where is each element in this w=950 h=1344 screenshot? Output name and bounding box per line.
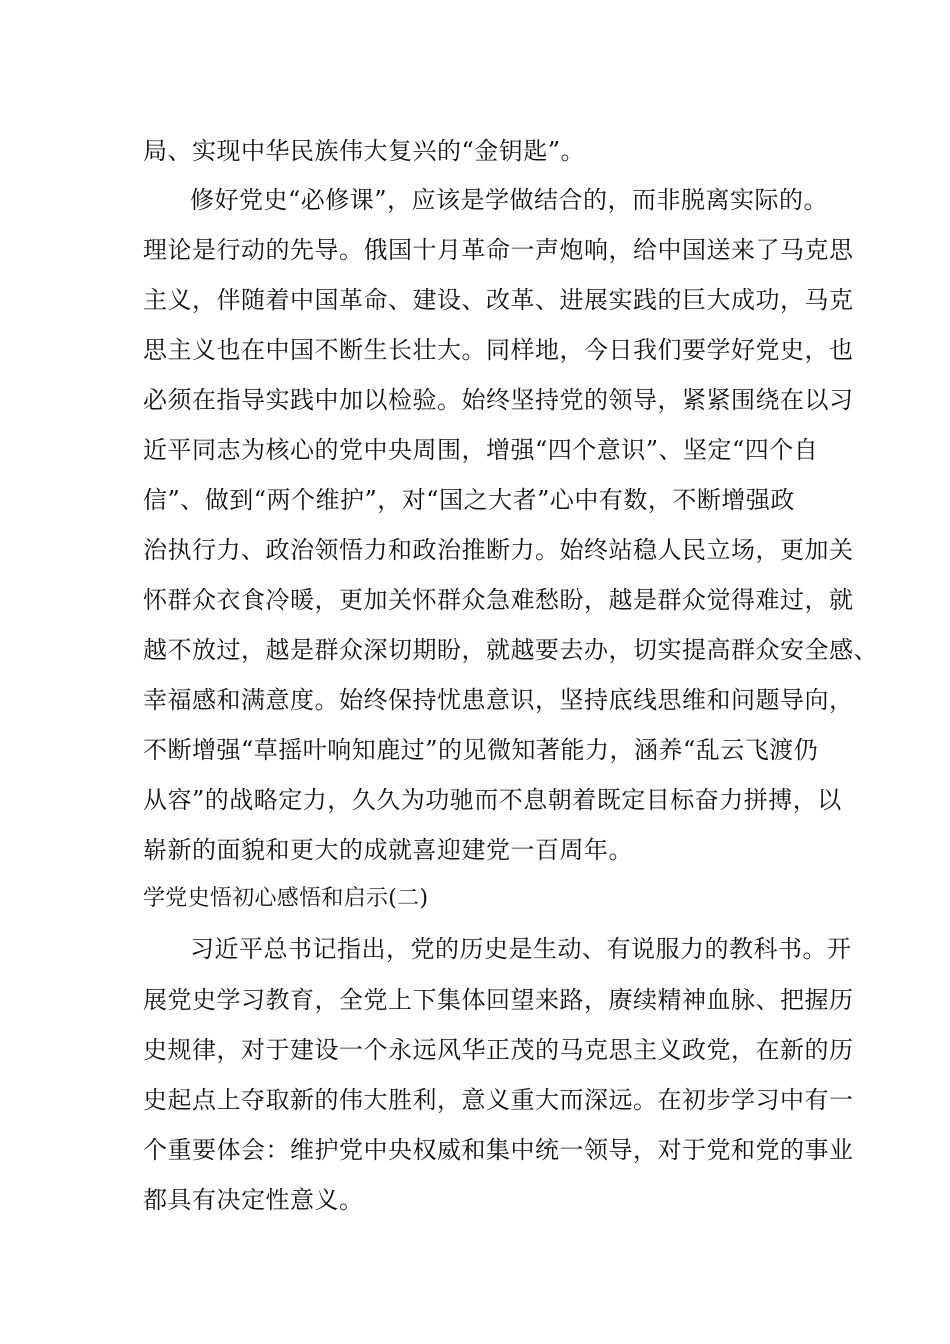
text-line: 近平同志为核心的党中央周围，增强“四个意识”、坚定“四个自	[143, 436, 819, 464]
paragraph-start: 修好党史“必修课”，应该是学做结合的，而非脱离实际的。	[190, 186, 829, 214]
text-line: 越不放过，越是群众深切期盼，就越要去办，切实提高群众安全感、	[143, 636, 878, 664]
text-line: 崭新的面貌和更大的成就喜迎建党一百周年。	[143, 836, 633, 864]
text-line: 史规律，对于建设一个永远风华正茂的马克思主义政党，在新的历	[143, 1036, 854, 1064]
text-line: 不断增强“草摇叶响知鹿过”的见微知著能力，涵养“乱云飞渡仍	[143, 736, 819, 764]
text-line: 治执行力、政治领悟力和政治推断力。始终站稳人民立场，更加关	[143, 536, 854, 564]
text-line: 个重要体会：维护党中央权威和集中统一领导，对于党和党的事业	[143, 1136, 854, 1164]
text-line: 展党史学习教育，全党上下集体回望来路，赓续精神血脉、把握历	[143, 986, 854, 1014]
text-line: 必须在指导实践中加以检验。始终坚持党的领导，紧紧围绕在以习	[143, 386, 854, 414]
text-line: 理论是行动的先导。俄国十月革命一声炮响，给中国送来了马克思	[143, 236, 854, 264]
paragraph-start: 习近平总书记指出，党的历史是生动、有说服力的教科书。开	[190, 935, 852, 963]
text-line: 信”、做到“两个维护”，对“国之大者”心中有数，不断增强政	[143, 486, 795, 514]
text-line: 史起点上夺取新的伟大胜利，意义重大而深远。在初步学习中有一	[143, 1086, 854, 1114]
text-line: 幸福感和满意度。始终保持忧患意识，坚持底线思维和问题导向，	[143, 686, 854, 714]
section-heading: 学党史悟初心感悟和启示(二)	[143, 886, 429, 911]
text-line: 怀群众衣食冷暖，更加关怀群众急难愁盼，越是群众觉得难过，就	[143, 586, 854, 614]
text-line: 局、实现中华民族伟大复兴的“金钥匙”。	[143, 137, 586, 165]
text-line: 都具有决定性意义。	[143, 1186, 364, 1214]
text-line: 主义，伴随着中国革命、建设、改革、进展实践的巨大成功，马克	[143, 286, 854, 314]
text-line: 思主义也在中国不断生长壮大。同样地，今日我们要学好党史，也	[143, 336, 854, 364]
text-line: 从容”的战略定力，久久为功驰而不息朝着既定目标奋力拼搏，以	[143, 786, 842, 814]
